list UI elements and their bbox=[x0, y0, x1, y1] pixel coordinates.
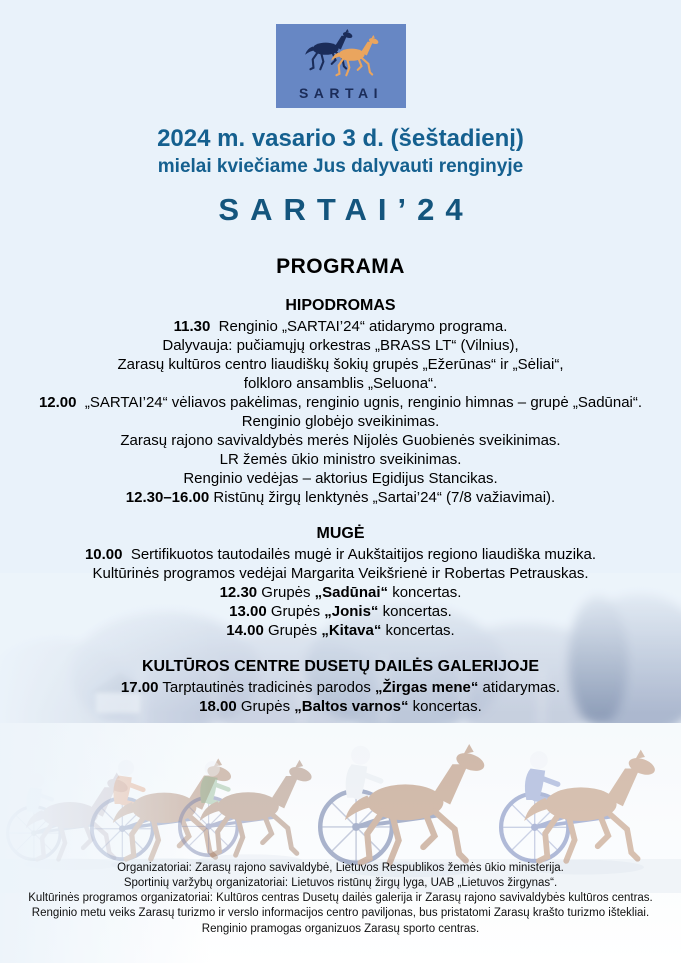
organizers-footer bbox=[0, 861, 681, 937]
program-line: LR žemės ūkio ministro sveikinimas. bbox=[219, 451, 462, 468]
program-line: 11.30 Renginio „SARTAI’24“ atidarymo programa. bbox=[173, 318, 508, 335]
program-line: Renginio globėjo sveikinimas. bbox=[241, 413, 440, 430]
program-line: 12.30 Grupės „Sadūnai“ koncertas. bbox=[219, 584, 462, 601]
program-section-muge bbox=[0, 524, 681, 640]
program-line: 17.00 Tarptautinės tradicinės parodos „Žirgas mene“ atidarymas. bbox=[120, 679, 561, 696]
program-line: 10.00 Sertifikuotos tautodailės mugė ir Aukštaitijos regiono liaudiška muzika. bbox=[84, 546, 597, 563]
program-line: 14.00 Grupės „Kitava“ koncertas. bbox=[226, 622, 455, 639]
program-section-gallery bbox=[0, 657, 681, 716]
event-logo bbox=[0, 24, 681, 108]
program-line: Kultūrinės programos vedėjai Margarita Veikšrienė ir Robertas Petrauskas. bbox=[92, 565, 589, 582]
program-heading: PROGRAMA bbox=[276, 255, 405, 278]
footer-line: Kultūrinės programos organizatoriai: Kultūros centras Dusetų dailės galerija ir Zarasų rajono savivaldybės kultūros centras. bbox=[28, 892, 653, 905]
program-line: 12.30–16.00 Ristūnų žirgų lenktynės „Sartai’24“ (7/8 važiavimai). bbox=[125, 489, 556, 506]
program-line: Zarasų kultūros centro liaudiškų šokių grupės „Ežerūnas“ ir „Sėliai“, bbox=[117, 356, 564, 373]
program-section-hipodromas bbox=[0, 296, 681, 507]
section-heading: MUGĖ bbox=[316, 525, 365, 542]
program-line: Dalyvauja: pučiamųjų orkestras „BRASS LT“ (Vilnius), bbox=[162, 337, 519, 354]
footer-line: Organizatoriai: Zarasų rajono savivaldybė, Lietuvos Respublikos žemės ūkio ministerija. bbox=[117, 861, 564, 874]
program-line: Renginio vedėjas – aktorius Egidijus Stancikas. bbox=[183, 470, 498, 487]
sartai-logo-icon bbox=[276, 24, 406, 108]
program-line: 12.00 „SARTAI’24“ vėliavos pakėlimas, renginio ugnis, renginio himnas – grupė „Sadūnai“. bbox=[38, 394, 643, 411]
footer-line: Sportinių varžybų organizatoriai: Lietuvos ristūnų žirgų lyga, UAB „Lietuvos žirgynas“. bbox=[123, 876, 558, 889]
program-line: folkloro ansamblis „Seluona“. bbox=[243, 375, 438, 392]
logo-text: SARTAI bbox=[298, 85, 383, 101]
program-line: 18.00 Grupės „Baltos varnos“ koncertas. bbox=[199, 698, 482, 715]
event-title: SARTAI’24 bbox=[218, 192, 474, 227]
footer-line: Renginio metu veiks Zarasų turizmo ir verslo informacijos centro paviljonas, bus pristatomi Zarasų krašto turizmo ištekliai. bbox=[31, 907, 650, 920]
program-line: 13.00 Grupės „Jonis“ koncertas. bbox=[229, 603, 452, 620]
event-date: 2024 m. vasario 3 d. (šeštadienį) bbox=[157, 125, 524, 152]
footer-line: Renginio pramogas organizuos Zarasų sporto centras. bbox=[201, 922, 480, 935]
program-line: Zarasų rajono savivaldybės merės Nijolės Guobienės sveikinimas. bbox=[120, 432, 561, 449]
section-heading: KULTŪROS CENTRE DUSETŲ DAILĖS GALERIJOJE bbox=[141, 658, 540, 675]
invitation-line: mielai kviečiame Jus dalyvauti renginyje bbox=[157, 156, 524, 177]
section-heading: HIPODROMAS bbox=[285, 297, 396, 314]
